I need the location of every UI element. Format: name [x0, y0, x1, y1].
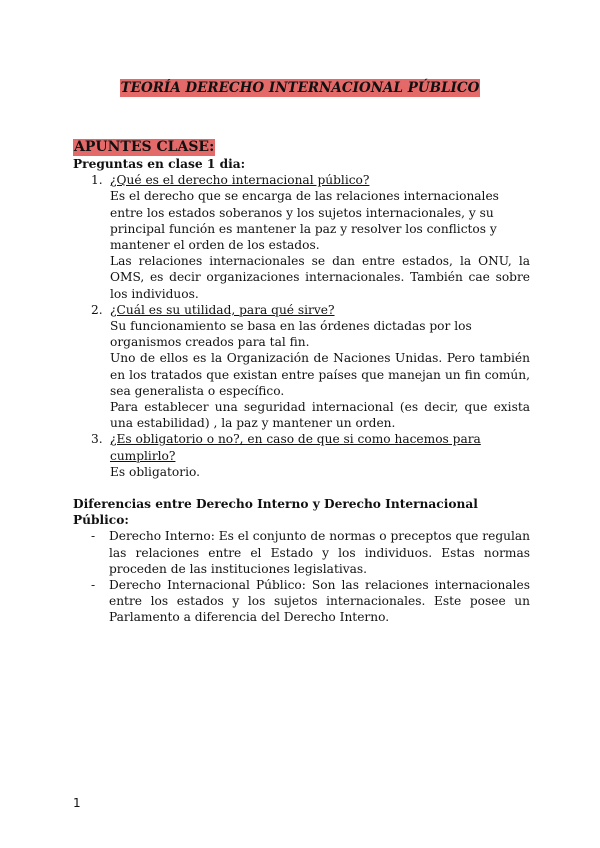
differences-heading: Diferencias entre Derecho Interno y Derecho Internacional Público: — [73, 497, 478, 528]
document-body — [73, 139, 530, 626]
document-title-block — [0, 77, 600, 96]
answer-paragraph: Su funcionamiento se basa en las órdenes dictadas por los organismos creados para tal fin. — [110, 319, 472, 350]
dash-bullet: - — [91, 529, 96, 544]
dash-bullet: - — [91, 578, 96, 593]
question-text: ¿Cuál es su utilidad, para qué sirve? — [110, 302, 335, 317]
questions-list — [73, 172, 530, 480]
difference-text: Derecho Interno: Es el conjunto de normas o preceptos que regulan las relaciones entre el Estado y los individuos. Estas normas proceden de las instituciones legislativas. — [109, 529, 530, 576]
question-number: 2. — [91, 302, 103, 317]
differences-list — [73, 528, 530, 625]
answer-paragraph: Es el derecho que se encarga de las relaciones internacionales entre los estados soberanos y los sujetos internacionales, y su principal función es mantener la paz y resolver los conflictos y mantener el orden de los estados. — [110, 189, 499, 253]
document-title: TEORÍA DERECHO INTERNACIONAL PÚBLICO — [120, 80, 480, 96]
question-text: ¿Qué es el derecho internacional público? — [110, 173, 370, 188]
question-item-3 — [73, 431, 530, 480]
question-item-2 — [73, 302, 530, 432]
answer-paragraph: Es obligatorio. — [110, 464, 200, 479]
section-heading: APUNTES CLASE: — [74, 139, 215, 155]
difference-item — [73, 577, 530, 626]
question-number: 3. — [91, 432, 103, 447]
question-item-1 — [73, 172, 530, 302]
answer-paragraph: Las relaciones internacionales se dan entre estados, la ONU, la OMS, es decir organizaciones internacionales. También cae sobre los individuos. — [110, 254, 530, 301]
answer-paragraph: Uno de ellos es la Organización de Naciones Unidas. Pero también en los tratados que existan entre países que manejan un fin común, sea generalista o específico. — [110, 351, 530, 398]
answer-paragraph: Para establecer una seguridad internacional (es decir, que exista una estabilidad) , la paz y mantener un orden. — [110, 400, 530, 431]
difference-text: Derecho Internacional Público: Son las relaciones internacionales entre los estados y los sujetos internacionales. Este posee un Parlamento a diferencia del Derecho Interno. — [109, 578, 530, 625]
page-number: 1 — [73, 796, 81, 810]
difference-item — [73, 528, 530, 577]
questions-heading: Preguntas en clase 1 dia: — [73, 157, 246, 171]
question-text: ¿Es obligatorio o no?, en caso de que si como hacemos para cumplirlo? — [110, 432, 481, 463]
question-number: 1. — [91, 173, 103, 188]
